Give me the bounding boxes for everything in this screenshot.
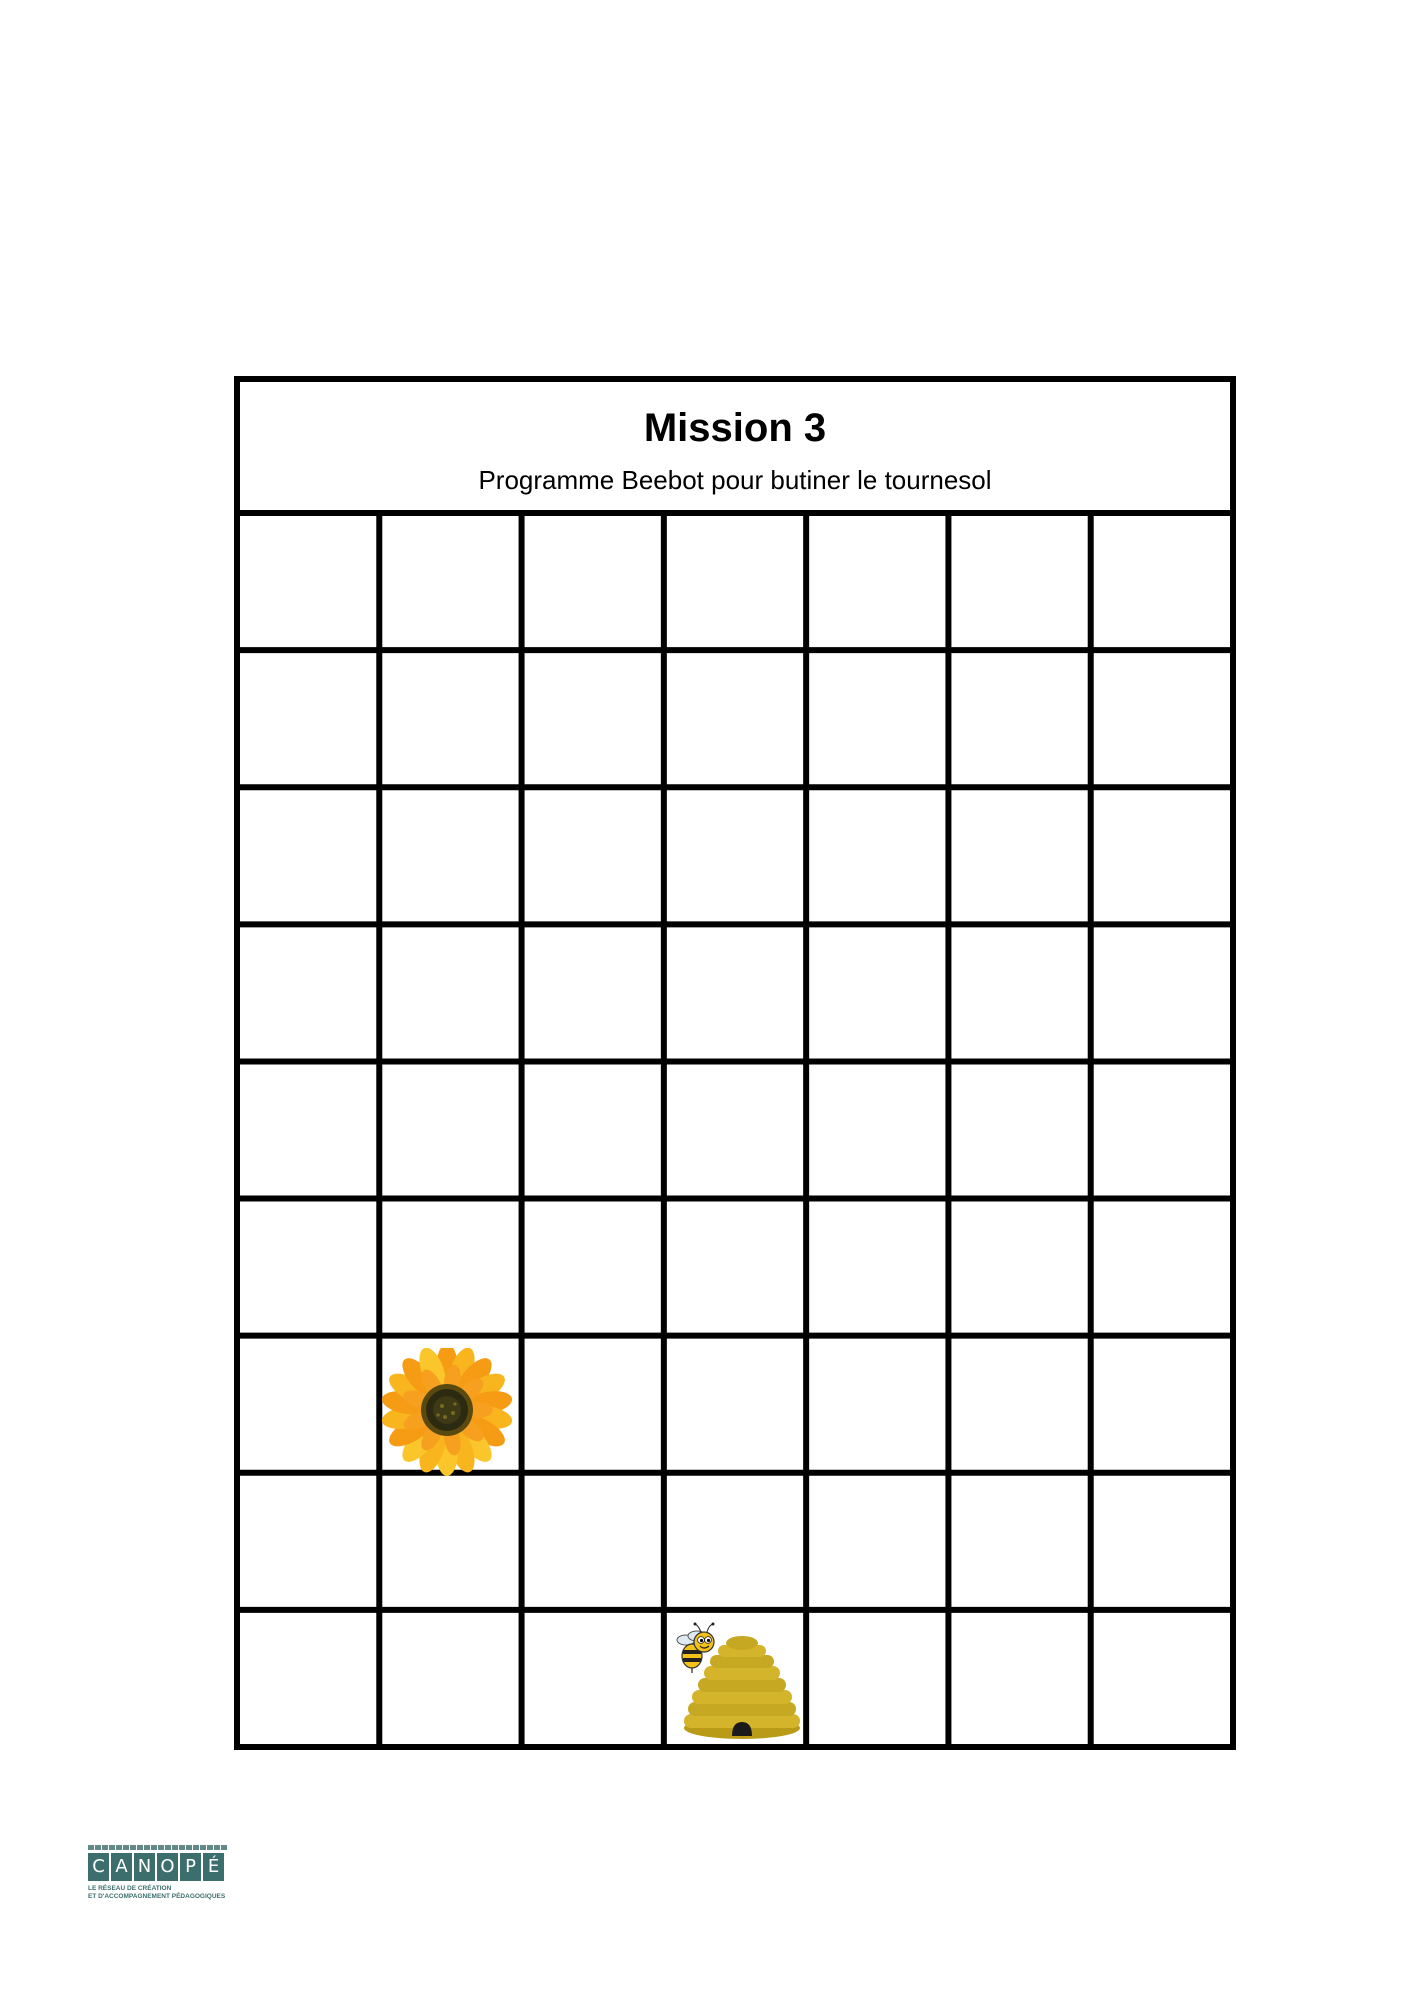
page-title: Mission 3	[643, 406, 827, 450]
logo-top-band	[88, 1845, 228, 1850]
card-header	[240, 382, 1230, 512]
beehive-icon	[670, 1618, 810, 1746]
mission-card	[234, 376, 1236, 1750]
page-subtitle: Programme Beebot pour butiner le tournesol	[478, 465, 992, 495]
logo-wordmark: C A N O P É	[88, 1853, 224, 1883]
logo-tagline: LE RÉSEAU DE CRÉATION ET D'ACCOMPAGNEMENT PÉDAGOGIQUES	[88, 1885, 226, 1900]
bee-icon	[677, 1623, 715, 1674]
canope-logo	[88, 1845, 232, 1905]
sunflower-icon	[382, 1348, 512, 1478]
beebot-grid	[234, 510, 1236, 1750]
grid-lines	[234, 510, 1236, 1750]
